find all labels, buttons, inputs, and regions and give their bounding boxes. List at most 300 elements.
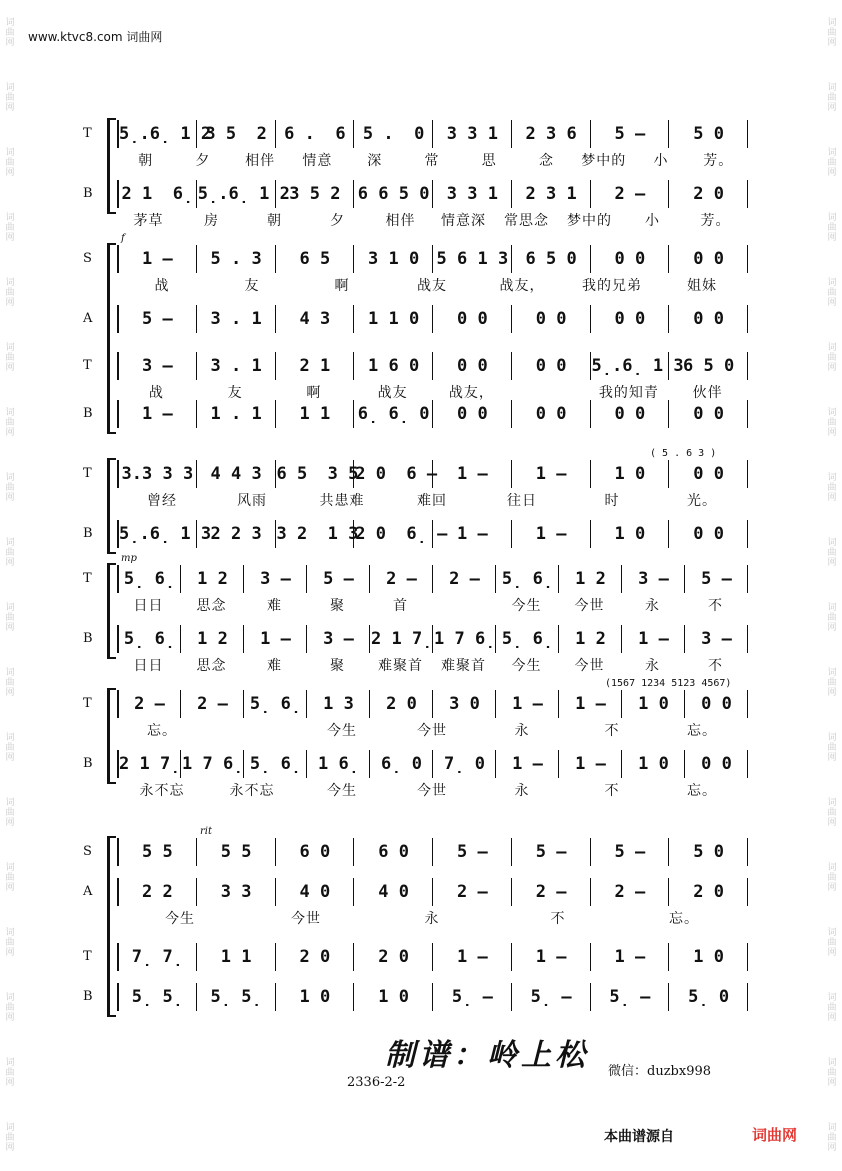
- lyrics-line: [117, 210, 747, 230]
- notes: 3 5 2: [205, 124, 267, 144]
- notes: 5 5: [220, 842, 252, 862]
- score-system: [83, 233, 747, 458]
- lyrics-line: [117, 490, 747, 510]
- notes: 1 0: [299, 987, 331, 1007]
- notes: 2 –: [449, 569, 480, 589]
- notes: 5̣ 6̣: [249, 694, 302, 714]
- lyric-syllable: 啊: [334, 278, 350, 294]
- measure: [371, 690, 433, 718]
- part-label: T: [83, 949, 92, 964]
- lyric-syllable: 思念: [196, 658, 227, 674]
- measure: [513, 245, 591, 273]
- notes: 2 1: [299, 356, 331, 376]
- measure: [119, 625, 181, 653]
- lyric-syllable: 永: [645, 598, 660, 614]
- measure: [276, 520, 359, 548]
- notes: 6 . 6: [284, 124, 346, 144]
- note-line: [117, 460, 749, 488]
- lyric-syllable: 夕: [195, 153, 211, 169]
- measure: [198, 400, 276, 428]
- watermark-glyph: 词 曲 网: [827, 798, 837, 829]
- note-line: [117, 180, 749, 208]
- notes: 6 6 5 0: [357, 184, 430, 204]
- notes: 5 –: [142, 309, 173, 329]
- lyric-syllable: 今生: [511, 658, 542, 674]
- lyric-syllable: 啊: [306, 385, 322, 401]
- notes: 1 –: [575, 694, 606, 714]
- notes: 2 2 3: [210, 524, 262, 544]
- notes: 1 0: [693, 947, 724, 967]
- lyric-syllable: 战友: [377, 385, 408, 401]
- staff-b: [83, 750, 747, 810]
- notes: 1 0: [614, 524, 646, 544]
- notes: 3 3: [220, 882, 252, 902]
- lyric-syllable: 永: [514, 723, 530, 739]
- notes: 4 0: [299, 882, 331, 902]
- measure: [198, 838, 276, 866]
- note-line: [117, 520, 749, 548]
- lyric-syllable: 永: [514, 783, 530, 799]
- lyric-syllable: 永: [645, 658, 660, 674]
- part-label: A: [83, 311, 93, 326]
- lyric-syllable: 伙伴: [692, 385, 723, 401]
- watermark-glyph: 词 曲 网: [827, 147, 837, 178]
- measure: [276, 460, 359, 488]
- notes: 1 1: [220, 947, 252, 967]
- small-note: (1567 1234 5123 4567): [605, 678, 732, 689]
- measure: [623, 625, 685, 653]
- watermark-glyph: 词 曲 网: [827, 993, 837, 1024]
- notes: 1 0: [378, 987, 409, 1007]
- notes: 5 . 3: [210, 249, 262, 269]
- watermark-glyph: 词 曲 网: [5, 1058, 15, 1089]
- notes: 2 –: [614, 184, 646, 204]
- watermark-glyph: 词 曲 网: [827, 1058, 837, 1089]
- lyric-syllable: 聚: [330, 658, 345, 674]
- measure: [119, 460, 197, 488]
- notes: 3 . 1: [210, 309, 262, 329]
- lyric-syllable: 战友: [417, 278, 447, 294]
- notes: 1 –: [457, 464, 488, 484]
- measure: [355, 520, 448, 548]
- measure: [277, 838, 355, 866]
- measure: [592, 305, 670, 333]
- watermark-glyph: 词 曲 网: [827, 82, 837, 113]
- part-label: T: [83, 571, 92, 586]
- measure: [670, 180, 748, 208]
- notes: 3 5 2: [289, 184, 341, 204]
- watermark-glyph: 词 曲 网: [5, 602, 15, 633]
- notes: 5 0: [693, 124, 724, 144]
- measure: [119, 878, 197, 906]
- notes: 2 2: [142, 882, 173, 902]
- measure: [355, 460, 438, 488]
- watermark-glyph: 词 曲 网: [5, 667, 15, 698]
- lyric-syllable: 忘。: [669, 911, 699, 927]
- notes: 1 –: [638, 629, 669, 649]
- watermark-glyph: 词 曲 网: [5, 733, 15, 764]
- lyric-syllable: 相伴: [245, 153, 276, 169]
- notes: 0 0: [701, 754, 732, 774]
- measure: [592, 400, 670, 428]
- notes: 6̣ 6̣ 0: [357, 404, 430, 424]
- notes: 1 –: [142, 404, 173, 424]
- measure: [560, 690, 622, 718]
- lyric-syllable: 芳。: [700, 213, 731, 229]
- lyric-syllable: 姐妹: [687, 278, 717, 294]
- measure: [198, 305, 276, 333]
- watermark-glyph: 词 曲 网: [5, 928, 15, 959]
- notes: 4 4 3: [210, 464, 262, 484]
- notes: 5 –: [614, 124, 646, 144]
- notes: 1 0: [638, 694, 669, 714]
- notes: 0 0: [535, 356, 567, 376]
- watermark-glyph: 词 曲 网: [5, 798, 15, 829]
- measure: [434, 180, 512, 208]
- measure: [513, 520, 591, 548]
- notes: 5̣ 6̣: [501, 569, 554, 589]
- lyric-syllable: 光。: [687, 493, 717, 509]
- measure: [434, 750, 496, 778]
- notes: 1 1 0: [368, 309, 420, 329]
- lyric-syllable: 梦中的: [567, 213, 612, 229]
- notes: 5̣ 0: [688, 987, 730, 1007]
- measure: [355, 245, 433, 273]
- watermark-glyph: 词 曲 网: [827, 342, 837, 373]
- part-label: B: [83, 631, 93, 646]
- notes: 0 0: [693, 249, 724, 269]
- lyric-syllable: 永: [424, 911, 440, 927]
- lyric-syllable: 今生: [327, 723, 357, 739]
- measure: [592, 245, 670, 273]
- notes: 5̣.6̣ 1 2: [197, 184, 290, 204]
- notes: 5 –: [614, 842, 646, 862]
- notes: 6 5 3 5: [276, 464, 359, 484]
- lyric-syllable: 房: [204, 213, 219, 229]
- note-line: [117, 245, 749, 273]
- measure: [670, 943, 748, 971]
- measure: [434, 690, 496, 718]
- notes: 0 0: [535, 404, 567, 424]
- notes: 3 –: [323, 629, 354, 649]
- lyrics-line: [117, 595, 747, 615]
- note-line: [117, 878, 749, 906]
- lyric-syllable: 不: [708, 598, 723, 614]
- lyrics-line: [117, 275, 747, 295]
- small-note: ( 5 . 6 3 ): [650, 448, 717, 459]
- measure: [198, 878, 276, 906]
- measure: [182, 750, 244, 778]
- notes: 0 0: [701, 694, 732, 714]
- note-line: [117, 400, 749, 428]
- lyric-syllable: 今世: [417, 723, 447, 739]
- lyric-syllable: 我的兄弟: [582, 278, 642, 294]
- lyric-syllable: 常思念: [504, 213, 549, 229]
- measure: [277, 400, 355, 428]
- measure: [560, 625, 622, 653]
- notes: 1 . 1: [210, 404, 262, 424]
- lyrics-line: [117, 720, 747, 740]
- measure: [592, 943, 670, 971]
- watermark-glyph: 词 曲 网: [827, 407, 837, 438]
- source-brand-link[interactable]: 词曲网: [752, 1126, 798, 1144]
- measure: [245, 750, 307, 778]
- part-label: B: [83, 989, 93, 1004]
- notes: 7̣ 7̣: [131, 947, 183, 967]
- watermark-glyph: 词 曲 网: [5, 342, 15, 373]
- watermark-glyph: 词 曲 网: [827, 537, 837, 568]
- notes: 0 0: [693, 404, 724, 424]
- notes: 6 0: [378, 842, 409, 862]
- measure: [308, 625, 370, 653]
- measure: [513, 838, 591, 866]
- measure: [119, 352, 197, 380]
- measure: [308, 565, 370, 593]
- measure: [119, 120, 212, 148]
- measure: [670, 520, 748, 548]
- measure: [371, 625, 433, 653]
- measure: [198, 120, 276, 148]
- notes: 2 –: [614, 882, 646, 902]
- watermark-glyph: 词 曲 网: [827, 928, 837, 959]
- notes: 1 0: [614, 464, 646, 484]
- notes: 6 5 0: [683, 356, 735, 376]
- measure: [513, 180, 591, 208]
- lyric-syllable: 难回: [417, 493, 447, 509]
- lyrics-line: [117, 655, 747, 675]
- measure: [245, 625, 307, 653]
- lyric-syllable: 今世: [291, 911, 321, 927]
- measure: [119, 838, 197, 866]
- score-system: [83, 448, 747, 578]
- notes: 6̣ 0: [381, 754, 422, 774]
- notes: 2 3 6: [525, 124, 577, 144]
- notes: 5̣.6̣ 1 2: [119, 124, 212, 144]
- measure: [592, 878, 670, 906]
- measure: [355, 352, 433, 380]
- lyric-syllable: 今生: [327, 783, 357, 799]
- lyric-syllable: 今世: [417, 783, 447, 799]
- measure: [119, 305, 197, 333]
- measure: [670, 878, 748, 906]
- note-line: [117, 750, 749, 778]
- measure: [592, 520, 670, 548]
- lyric-syllable: 常: [424, 153, 440, 169]
- lyric-syllable: 朝: [267, 213, 282, 229]
- lyric-syllable: 战友，: [448, 385, 494, 401]
- measure: [434, 565, 496, 593]
- measure: [434, 625, 496, 653]
- measure: [434, 352, 512, 380]
- measure: [560, 750, 622, 778]
- lyric-syllable: 思念: [196, 598, 227, 614]
- notes: 3 0: [449, 694, 480, 714]
- measure: [277, 352, 355, 380]
- lyric-syllable: 小: [645, 213, 660, 229]
- staff-s: [83, 245, 747, 305]
- notes: 5̣ 6̣: [123, 629, 176, 649]
- notes: 2 0: [693, 184, 724, 204]
- lyric-syllable: 日日: [133, 598, 164, 614]
- measure: [245, 690, 307, 718]
- part-label: T: [83, 466, 92, 481]
- measure: [434, 878, 512, 906]
- wechat-id: 微信：duzbx998: [608, 1064, 712, 1079]
- lyric-syllable: 我的知青: [598, 385, 659, 401]
- measure: [119, 180, 197, 208]
- lyric-syllable: 聚: [330, 598, 345, 614]
- notes: 2 0: [386, 694, 417, 714]
- notes: 3 2 1 3: [276, 524, 359, 544]
- lyric-syllable: 难: [267, 658, 282, 674]
- score-system: [83, 678, 747, 808]
- measure: [119, 943, 197, 971]
- staff-t: [83, 565, 747, 625]
- measure: [513, 460, 591, 488]
- measure: [686, 625, 748, 653]
- notes: 5̣ 6̣: [249, 754, 302, 774]
- notes: 1 –: [457, 947, 488, 967]
- measure: [670, 838, 748, 866]
- measure: [119, 983, 197, 1011]
- watermark-glyph: 词 曲 网: [5, 407, 15, 438]
- measure: [308, 690, 370, 718]
- measure: [119, 750, 181, 778]
- notes: 5̣.6̣ 1 3: [119, 524, 212, 544]
- notes: 3 . 1: [210, 356, 262, 376]
- notes: 1 –: [535, 464, 567, 484]
- part-label: S: [83, 844, 92, 859]
- watermark-glyph: 词 曲 网: [827, 277, 837, 308]
- lyrics-line: [117, 780, 747, 800]
- notes: 0 0: [457, 356, 488, 376]
- dynamic-mark: mp: [121, 553, 137, 564]
- dynamic-mark: f: [121, 233, 125, 244]
- notes: 6 5 0: [525, 249, 577, 269]
- note-line: [117, 565, 749, 593]
- notes: 3 1 0: [368, 249, 420, 269]
- measure: [434, 245, 512, 273]
- part-label: B: [83, 526, 93, 541]
- note-line: [117, 838, 749, 866]
- notes: 2 3 1: [525, 184, 577, 204]
- lyric-syllable: 战: [154, 278, 170, 294]
- measure: [513, 983, 591, 1011]
- lyric-syllable: 思: [481, 153, 497, 169]
- staff-b: [83, 180, 747, 240]
- measure: [371, 565, 433, 593]
- notes: 1 –: [575, 754, 606, 774]
- part-label: T: [83, 358, 92, 373]
- notes: 1 1: [299, 404, 331, 424]
- notes: 1 –: [457, 524, 488, 544]
- notes: 5̣ 6̣: [123, 569, 176, 589]
- notes: 5̣ 6̣: [501, 629, 554, 649]
- lyric-syllable: 难聚首: [441, 658, 486, 674]
- notes: 2 0: [693, 882, 724, 902]
- notes: 0 0: [614, 404, 646, 424]
- measure: [355, 943, 433, 971]
- part-label: T: [83, 126, 92, 141]
- note-line: [117, 120, 749, 148]
- source-label: 本曲谱源自: [604, 1129, 674, 1145]
- notes: 3 3 1: [446, 124, 498, 144]
- measure: [497, 625, 559, 653]
- notes: 5 –: [535, 842, 567, 862]
- notes: 2 1 6̣: [121, 184, 194, 204]
- measure: [277, 120, 355, 148]
- score-system: [83, 826, 747, 1041]
- notes: 4 0: [378, 882, 409, 902]
- measure: [277, 180, 355, 208]
- watermark-glyph: 词 曲 网: [827, 602, 837, 633]
- watermark-glyph: 词 曲 网: [827, 667, 837, 698]
- lyric-syllable: 忘。: [147, 723, 177, 739]
- measure: [355, 838, 433, 866]
- measure: [686, 690, 748, 718]
- measure: [623, 750, 685, 778]
- notes: 5 –: [323, 569, 354, 589]
- lyric-syllable: 难聚首: [378, 658, 423, 674]
- lyric-syllable: 不: [550, 911, 566, 927]
- lyric-syllable: 今生: [511, 598, 542, 614]
- lyric-syllable: 友: [227, 385, 243, 401]
- measure: [513, 120, 591, 148]
- watermark-glyph: 词 曲 网: [827, 733, 837, 764]
- left-watermark: [2, 0, 18, 1171]
- notes: 2 0: [378, 947, 409, 967]
- measure: [513, 878, 591, 906]
- measure: [434, 120, 512, 148]
- measure: [277, 943, 355, 971]
- notes: 0 0: [693, 524, 724, 544]
- notes: 0 0: [693, 309, 724, 329]
- notes: 2 1 7̣: [119, 754, 181, 774]
- staff-b: [83, 625, 747, 685]
- watermark-glyph: 词 曲 网: [5, 82, 15, 113]
- notes: 1 –: [512, 754, 543, 774]
- measure: [119, 245, 197, 273]
- notes: 1 2: [575, 569, 606, 589]
- measure: [623, 565, 685, 593]
- tempo-mark: rit: [200, 826, 212, 837]
- measure: [355, 180, 433, 208]
- lyric-syllable: 梦中的: [581, 153, 627, 169]
- measure: [434, 400, 512, 428]
- measure: [308, 750, 370, 778]
- measure: [198, 943, 276, 971]
- notes: 5̣ 5̣: [210, 987, 262, 1007]
- watermark-glyph: 词 曲 网: [827, 863, 837, 894]
- lyric-syllable: 永不忘: [229, 783, 275, 799]
- measure: [119, 400, 197, 428]
- measure: [670, 983, 748, 1011]
- notes: 2 –: [134, 694, 165, 714]
- right-watermark: [824, 0, 840, 1171]
- measure: [277, 245, 355, 273]
- notes: 0 0: [614, 249, 646, 269]
- measure: [434, 460, 512, 488]
- measure: [198, 460, 276, 488]
- notes: 2 –: [457, 882, 488, 902]
- lyric-syllable: 不: [708, 658, 723, 674]
- measure: [119, 565, 181, 593]
- measure: [623, 690, 685, 718]
- notes: 2 0 6 –: [355, 464, 438, 484]
- watermark-glyph: 词 曲 网: [5, 17, 15, 48]
- notes: 1 –: [260, 629, 291, 649]
- measure: [497, 565, 559, 593]
